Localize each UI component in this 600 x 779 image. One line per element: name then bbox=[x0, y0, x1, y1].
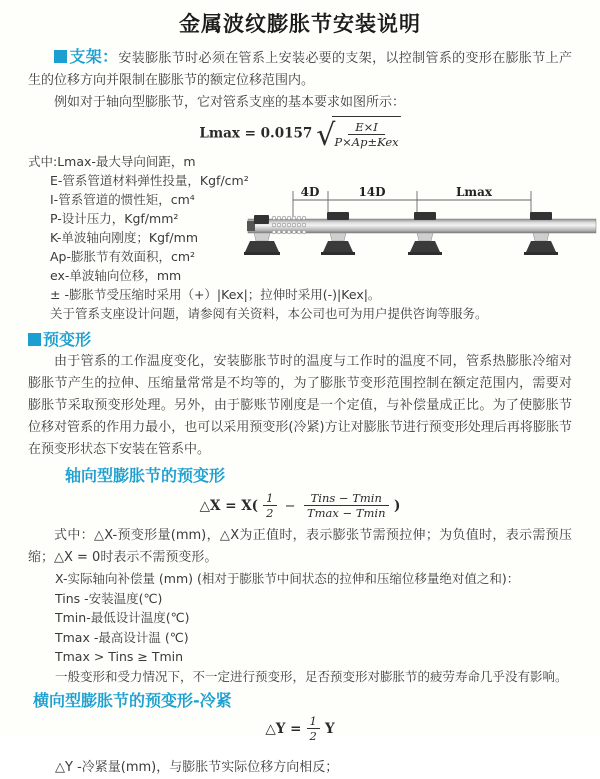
guide-support bbox=[408, 212, 442, 255]
axial-line: Tmin-最低设计温度(℃) bbox=[55, 610, 190, 625]
lmax-fraction-denominator: P×Ap±Kex bbox=[334, 135, 399, 149]
lmax-formula bbox=[28, 116, 572, 153]
support-heading-label: 支架： bbox=[69, 47, 119, 66]
variable-line: 关于管系支座设计问题，请参阅有关资料，本公司也可为用户提供咨询等服务。 bbox=[50, 306, 488, 321]
one-half-fraction: $\frac{1}{2}$ bbox=[263, 491, 276, 520]
sqrt-symbol-icon: √ bbox=[316, 117, 336, 153]
lateral-note-line: △Y -冷紧量(mm)，与膨胀节实际位移方向相反； bbox=[55, 760, 339, 775]
variable-line: 式中:Lmax-最大导向间距，m bbox=[28, 154, 196, 169]
axial-predeform-formula bbox=[28, 489, 572, 523]
page-title: 金属波纹膨胀节安装说明 bbox=[179, 12, 421, 36]
variable-line: Ap-膨胀节有效面积，cm² bbox=[50, 249, 196, 264]
predeform-body-paragraph: 由于管系的工作温度变化，安装膨胀节时的温度与工作时的温度不同，管系热膨胀冷缩对膨胀节产生的拉伸、压缩量常常是不均等的，为了膨胀节变形范围控制在额定范围内，需要对膨胀节采取预变形处理。另外，由于膨账节刚度是一个定值，与补偿量成正比。为了使膨胀节位移对管系的作用力最小，也可以采用预变形(冷紧)方让对膨胀节进行预变形处理后再将膨胀节在预变形状态下安装在管系中。 bbox=[28, 354, 572, 457]
axial-line: Tins -安装温度(℃) bbox=[55, 590, 163, 606]
lateral-formula-rhs: Y bbox=[324, 721, 335, 737]
axial-line: Tmax -最高设计温 (℃) bbox=[55, 629, 189, 645]
variable-definitions bbox=[28, 152, 572, 323]
predeform-heading-label: 预变形 bbox=[43, 330, 92, 349]
variable-line: ± -膨胀节受压缩时采用（+）|Kex|；拉伸时采用(-)|Kex|。 bbox=[50, 287, 381, 302]
dim-label-4d: 4D bbox=[300, 185, 320, 199]
guide-support bbox=[321, 212, 355, 255]
axial-line: Tmax > Tins ≥ Tmin bbox=[55, 649, 184, 664]
axial-line: 一般变形和受力情况下，不一定进行预变形，足否预变形对膨胀节的疲劳寿命几乎没有影响。 bbox=[55, 668, 568, 684]
guide-support bbox=[524, 212, 558, 255]
dim-label-14d: 14D bbox=[358, 185, 386, 199]
axial-line: X-实际轴向补偿量 (mm) (相对于膨胀节中间状态的拉伸和压缩位移量绝对值之和)： bbox=[55, 571, 520, 586]
axial-formula-prefix: △X = X( bbox=[199, 498, 259, 514]
lmax-radicand bbox=[332, 116, 400, 150]
axial-formula-explain: 式中：△X-预变形量(mm)，△X为正值时，表示膨张节需预拉伸；为负值时，表示需预压缩；△X = 0时表示不需预变形。 bbox=[28, 528, 572, 565]
temperature-ratio-fraction: $\frac{\text{Tins − Tmin}}{Tmax - Tmin}$ bbox=[304, 491, 389, 520]
variable-line: E-管系管道材料弹性投量，Kgf/cm² bbox=[50, 173, 249, 188]
lateral-formula-lhs: △Y = bbox=[265, 721, 302, 737]
one-half-fraction: $\frac{1}{2}$ bbox=[307, 714, 320, 743]
bellows-icon bbox=[272, 216, 306, 234]
variable-line: P-设计压力，Kgf/mm² bbox=[50, 211, 179, 226]
axial-variable-lines bbox=[28, 569, 572, 686]
predeform-section-heading bbox=[28, 329, 572, 351]
support-intro-text: 安装膨胀节时必须在管系上安装必要的支架，以控制管系的变形在膨胀节上产生的位移方向并限制在膨胀节的额定位移范围内。 bbox=[28, 51, 572, 88]
axial-formula-suffix: ) bbox=[393, 498, 401, 514]
lmax-fraction bbox=[332, 120, 400, 149]
support-example-line: 例如对于轴向型膨胀节，它对管系支座的基本要求如图所示： bbox=[54, 95, 406, 110]
dim-label-lmax: Lmax bbox=[455, 185, 493, 199]
section-square-icon bbox=[54, 50, 67, 63]
axial-subsection-heading: 轴向型膨胀节的预变形 bbox=[65, 466, 226, 485]
lmax-formula-lhs: Lmax = 0.0157 bbox=[199, 125, 313, 142]
lateral-subsection-heading: 横向型膨胀节的预变形-冷紧 bbox=[33, 691, 232, 710]
support-section-heading bbox=[54, 47, 118, 66]
pipe-support-diagram bbox=[246, 182, 598, 282]
variable-line: ex-单波轴向位移，mm bbox=[50, 268, 182, 283]
support-intro-paragraph bbox=[28, 46, 572, 92]
lateral-predeform-formula bbox=[28, 714, 572, 744]
lmax-fraction-numerator: E×I bbox=[348, 120, 385, 135]
section-square-icon bbox=[28, 333, 41, 346]
variable-line: K-单波轴向刚度；Kgf/mm bbox=[50, 230, 198, 245]
variable-line: I-管系管道的惯性矩，cm⁴ bbox=[50, 192, 195, 207]
minus-operator: − bbox=[284, 499, 296, 514]
